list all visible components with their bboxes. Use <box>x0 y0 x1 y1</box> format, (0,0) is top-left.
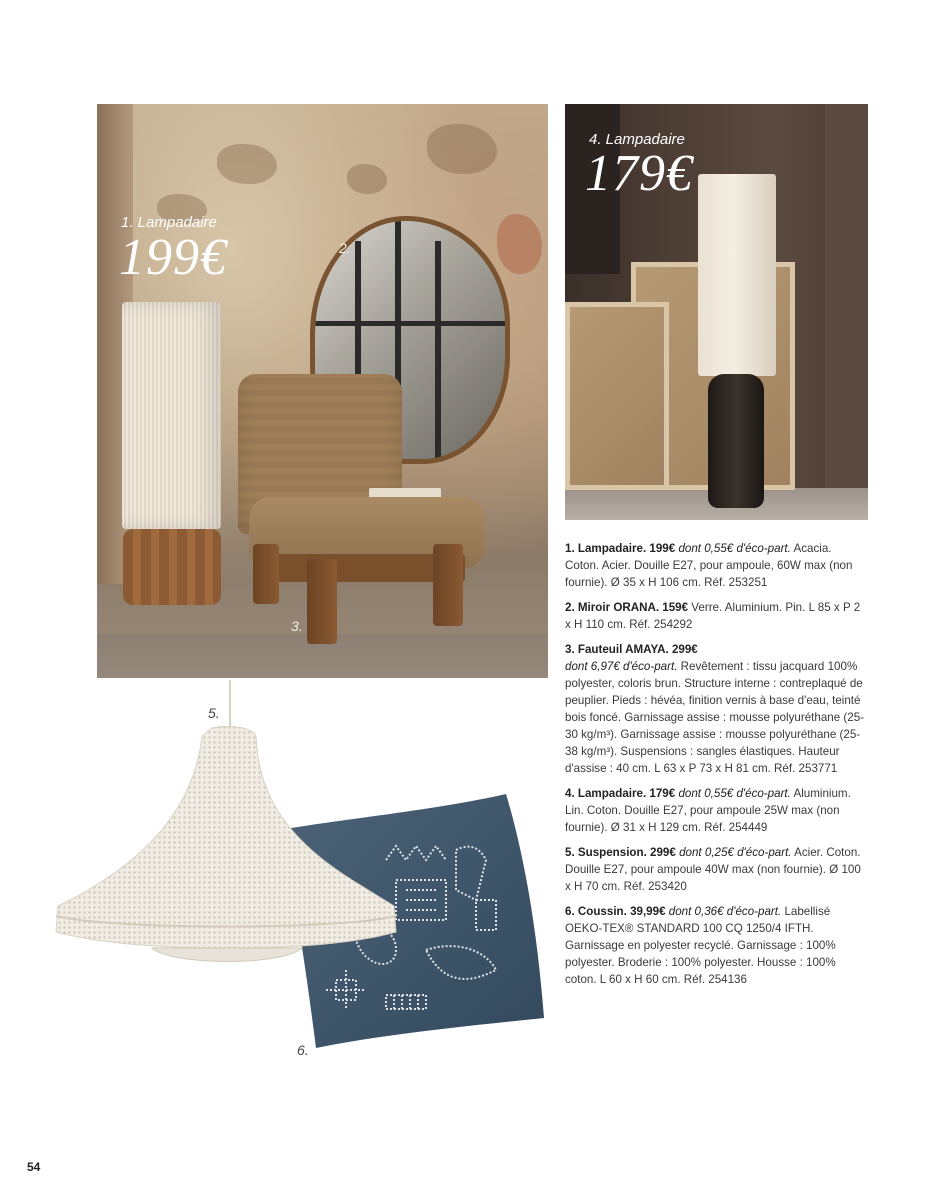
window-bar <box>315 321 505 326</box>
wall-stone <box>217 144 277 184</box>
lamp1-price: 199€ <box>119 229 227 286</box>
product-2-description: 2. Miroir ORANA. 159€ Verre. Aluminium. Pin. L 85 x P 2 x H 110 cm. Réf. 254292 <box>565 601 861 631</box>
mirror-number: 2. <box>339 240 351 256</box>
lamp1-base <box>123 529 221 605</box>
lamp4-label: 4. Lampadaire <box>589 131 685 148</box>
lamp4-price: 179€ <box>585 145 693 202</box>
canvas-frame-front <box>565 302 669 490</box>
pendant-image <box>52 720 402 970</box>
product-descriptions <box>565 540 865 996</box>
product-5-description: 5. Suspension. 299€ dont 0,25€ d'éco-part. Acier. Coton. Douille E27, pour ampoule 40W max (non fournie). Ø 100 x H 70 cm. Réf. 253420 <box>565 846 861 893</box>
cushion-number: 6. <box>297 1042 309 1058</box>
wall-stone <box>427 124 497 174</box>
pendant-number: 5. <box>208 705 220 721</box>
wall-brick <box>497 214 542 274</box>
lamp4-shade <box>698 174 776 376</box>
lamp4-base <box>708 374 764 508</box>
page-number: 54 <box>27 1160 41 1174</box>
armchair-number: 3. <box>291 618 303 634</box>
room-photo <box>97 104 548 678</box>
product-3-description: 3. Fauteuil AMAYA. 299€ dont 6,97€ d'éco-part. Revêtement : tissu jacquard 100% polyester, coloris brun. Structure interne : contreplaqué de peuplier. Pieds : hévéa, finition vernis à base d'eau, teinté bois foncé. Garnissage assise : mousse polyuréthane (25-30 kg/m³). Garnissage assise : mousse polyuréthane (25-38 kg/m³). Suspensions : sangles élastiques. Hauteur d'assise : 40 cm. L 63 x P 73 x H 81 cm. Réf. 253771 <box>565 643 865 775</box>
product-6-description: 6. Coussin. 39,99€ dont 0,36€ d'éco-part. Labellisé OEKO-TEX® STANDARD 100 CQ 1250/4 IFTH. Garnissage en polyester recyclé. Garnissage : 100% polyester. Broderie : 100% polyester. Housse : 100% coton. L 60 x H 60 cm. Réf. 254136 <box>565 905 836 986</box>
lamp1-shade <box>122 302 221 529</box>
product-1-description: 1. Lampadaire. 199€ dont 0,55€ d'éco-part. Acacia. Coton. Acier. Douille E27, pour ampoule, 60W max (non fournie). Ø 35 x H 106 cm. Réf. 253251 <box>565 542 853 589</box>
lamp1-label: 1. Lampadaire <box>121 214 217 231</box>
armchair-leg <box>433 544 463 626</box>
armchair-leg <box>307 559 337 644</box>
wall-panel <box>825 104 868 488</box>
window-bar <box>435 241 441 464</box>
wall-stone <box>347 164 387 194</box>
armchair-leg <box>253 544 279 604</box>
lamp4-photo <box>565 104 868 520</box>
product-4-description: 4. Lampadaire. 179€ dont 0,55€ d'éco-part. Aluminium. Lin. Coton. Douille E27, pour ampoule 25W max (non fournie). Ø 31 x H 129 cm. Réf. 254449 <box>565 787 851 834</box>
